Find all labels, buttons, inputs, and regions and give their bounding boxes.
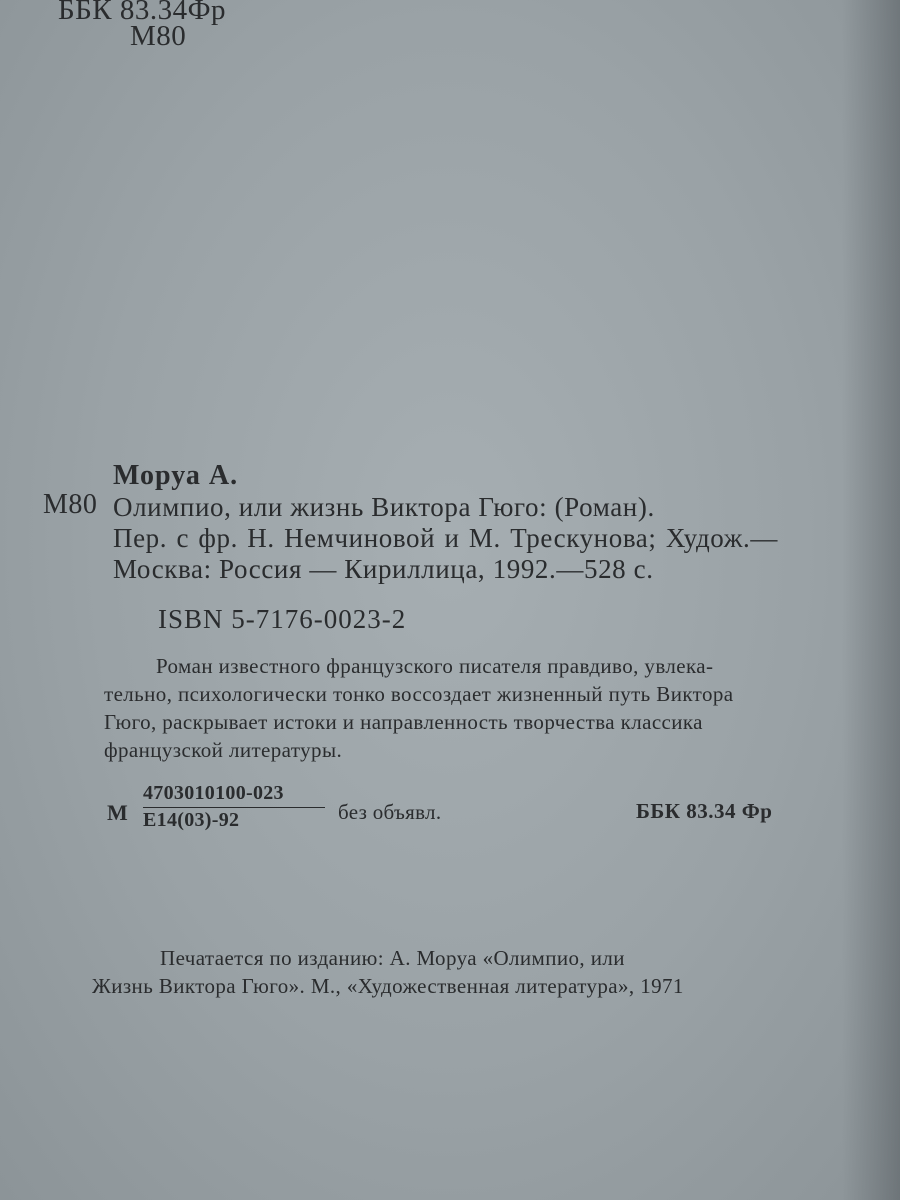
annotation-line: Роман известного французского писателя правдиво, увлека- xyxy=(156,654,714,678)
source-line-2: Жизнь Виктора Гюго». М., «Художественная литература», 1971 xyxy=(92,974,684,998)
imprint-letter: М xyxy=(107,800,128,825)
imprint-numerator: 4703010100-023 xyxy=(143,782,284,804)
imprint-note: без объявл. xyxy=(338,800,442,824)
author-code: М80 xyxy=(43,489,98,520)
annotation-line: Гюго, раскрывает истоки и направленность творчества классика xyxy=(104,710,703,734)
page-edge-shadow xyxy=(842,0,900,1200)
biblio-line-title: Олимпио, или жизнь Виктора Гюго: (Роман). xyxy=(113,492,655,522)
author-code-top: М80 xyxy=(130,20,187,52)
annotation-line: французской литературы. xyxy=(104,738,343,762)
bbk-classification-top: ББК 83.34Фр xyxy=(58,0,227,26)
annotation xyxy=(104,652,794,764)
source-edition-note xyxy=(92,944,752,1000)
author-name: Моруа А. xyxy=(113,460,239,491)
biblio-line-publisher: Москва: Россия — Кириллица, 1992.—528 с. xyxy=(113,554,654,584)
isbn: ISBN 5-7176-0023-2 xyxy=(158,604,407,634)
bbk-classification-bottom: ББК 83.34 Фр xyxy=(636,799,773,823)
annotation-line: тельно, психологически тонко воссоздает жизненный путь Виктора xyxy=(104,682,734,706)
imprint-fraction xyxy=(143,782,325,832)
source-line-1: Печатается по изданию: А. Моруа «Олимпио, или xyxy=(160,946,625,970)
bibliographic-description xyxy=(113,492,778,585)
biblio-line-translators: Пер. с фр. Н. Немчиновой и М. Трескунова; Худож.— xyxy=(113,523,778,553)
imprint-denominator: Е14(03)-92 xyxy=(143,809,240,831)
